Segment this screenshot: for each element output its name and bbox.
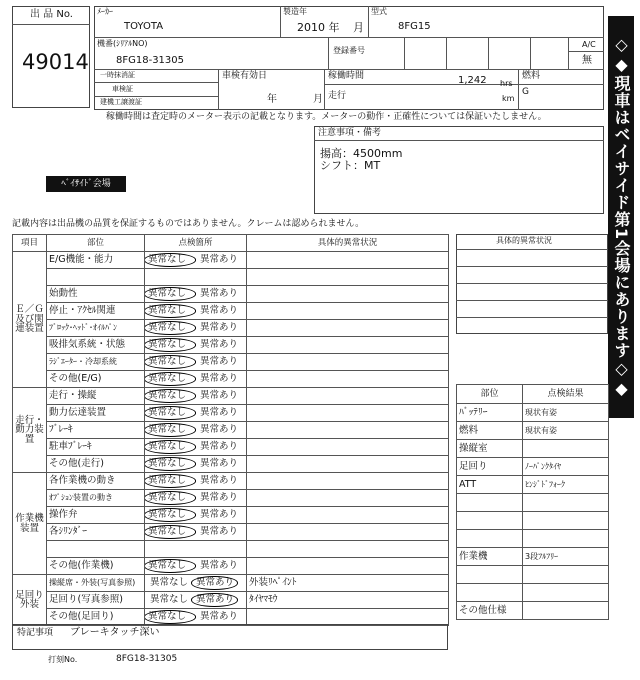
check-cell: [145, 456, 247, 473]
table-row: [13, 388, 449, 405]
detail-cell: [247, 558, 449, 575]
detail-cell: [247, 473, 449, 490]
normal-option: 異常なし: [145, 338, 197, 352]
model-label: 型式: [371, 7, 387, 16]
table-row: [13, 592, 449, 609]
serial-value: 8FG18-31305: [116, 55, 185, 66]
result-part-cell: その他仕様: [457, 602, 523, 620]
table-row: [13, 507, 449, 524]
result-part-cell: [457, 494, 523, 512]
results-table: [456, 384, 609, 620]
abnormal-option: 異常あり: [200, 305, 239, 317]
part-cell: 停止・ｱｸｾﾙ関連: [47, 303, 145, 320]
table-row: [13, 269, 449, 286]
results-row: [457, 566, 609, 584]
part-cell: 吸排気系統・状態: [47, 337, 145, 354]
part-cell: 操縦席・外装(写真参照): [47, 575, 145, 592]
check-cell: [145, 303, 247, 320]
result-value-cell: [523, 566, 609, 584]
section-label: 作業機装置: [13, 473, 47, 575]
detail-cell: [247, 286, 449, 303]
special-notes-value: ブレーキタッチ深い: [70, 627, 160, 638]
check-cell: [145, 507, 247, 524]
normal-option: 異常なし: [145, 508, 197, 522]
detail-cell: [247, 337, 449, 354]
detail-cell: ﾀｲﾔﾏﾓｳ: [247, 592, 449, 609]
part-cell: ﾗｼﾞｴｰﾀｰ・冷却系統: [47, 354, 145, 371]
maker-label: ﾒｰｶｰ: [97, 7, 113, 16]
detail-cell: [247, 303, 449, 320]
normal-option: 異常なし: [145, 287, 197, 301]
table-row: [13, 473, 449, 490]
normal-option: 異常なし: [150, 594, 189, 606]
table-row: [13, 405, 449, 422]
check-cell: [145, 354, 247, 371]
normal-option: 異常なし: [150, 577, 189, 589]
result-value-cell: ﾋﾝｼﾞﾄﾞﾌｫｰｸ: [523, 476, 609, 494]
result-part-cell: [457, 512, 523, 530]
results-header-row: [457, 385, 609, 404]
normal-option: 異常なし: [145, 253, 197, 267]
abnormal-option: 異常あり: [200, 373, 239, 385]
table-row: [13, 303, 449, 320]
registration-label: 登録番号: [333, 46, 365, 55]
check-cell: [145, 558, 247, 575]
part-cell: 操作弁: [47, 507, 145, 524]
normal-option: 異常なし: [145, 474, 197, 488]
table-row: [13, 286, 449, 303]
abnormal-option: 異常あり: [200, 526, 239, 538]
abnormal-option: 異常あり: [200, 407, 239, 419]
abnormal-option: 異常あり: [200, 288, 239, 300]
stamp-label: 打刻No.: [48, 655, 78, 664]
result-value-cell: ﾉｰﾊﾟﾝｸﾀｲﾔ: [523, 458, 609, 476]
header-part: 部位: [47, 235, 145, 252]
results-row: [457, 512, 609, 530]
abnormal-option: 異常あり: [200, 254, 239, 266]
table-row: [13, 422, 449, 439]
part-cell: [47, 541, 145, 558]
detail-cell: [247, 252, 449, 269]
table-row: [13, 354, 449, 371]
abnormal-option: 異常あり: [200, 390, 239, 402]
normal-option: 異常なし: [145, 389, 197, 403]
part-cell: 各ｼﾘﾝﾀﾞｰ: [47, 524, 145, 541]
abnormal-option: 異常あり: [200, 322, 239, 334]
table-row: [13, 558, 449, 575]
result-value-cell: [523, 494, 609, 512]
detail-cell: [247, 354, 449, 371]
table-row: [13, 456, 449, 473]
abnormal-option: 異常あり: [191, 593, 238, 607]
check-cell: [145, 320, 247, 337]
part-cell: 始動性: [47, 286, 145, 303]
results-row: [457, 422, 609, 440]
result-value-cell: [523, 530, 609, 548]
abnormal-option: 異常あり: [191, 576, 238, 590]
normal-option: 異常なし: [145, 304, 197, 318]
abnormal-option: 異常あり: [200, 509, 239, 521]
check-cell: [145, 286, 247, 303]
mileage-unit: km: [502, 94, 515, 103]
side-banner: ◇◆現車はベイサイド第1会場にあります◇◆: [608, 16, 634, 418]
check-cell: [145, 337, 247, 354]
table-row: [13, 439, 449, 456]
ac-label: A/C: [582, 40, 596, 49]
inspection-month-unit: 月: [313, 94, 323, 105]
part-cell: [47, 269, 145, 286]
fuel-value: G: [522, 87, 529, 97]
table-row: [13, 524, 449, 541]
inspection-year-unit: 年: [267, 94, 277, 105]
detail-cell: [247, 422, 449, 439]
table-row: [13, 575, 449, 592]
check-cell: [145, 592, 247, 609]
detail-cell: [247, 269, 449, 286]
table-row: [13, 541, 449, 558]
detail-cell: [247, 388, 449, 405]
part-cell: その他(走行): [47, 456, 145, 473]
results-row: [457, 494, 609, 512]
result-part-cell: ﾊﾞｯﾃﾘｰ: [457, 404, 523, 422]
section-label: Ｅ／Ｇ及び関連装置: [13, 252, 47, 388]
part-cell: その他(E/G): [47, 371, 145, 388]
detail-cell: [247, 541, 449, 558]
ac-value: 無: [582, 55, 592, 66]
header-check: 点検箇所: [145, 235, 247, 252]
hours-label: 稼働時間: [328, 71, 365, 81]
hours-value: 1,242: [458, 75, 487, 86]
table-row: [13, 371, 449, 388]
check-cell: [145, 473, 247, 490]
lot-number: 49014: [22, 50, 89, 74]
part-cell: ﾌﾞﾚｰｷ: [47, 422, 145, 439]
lot-number-label: 出 品 No.: [30, 9, 73, 20]
part-cell: その他(作業機): [47, 558, 145, 575]
part-cell: ｵﾌﾟｼｮﾝ装置の動き: [47, 490, 145, 507]
result-part-cell: [457, 566, 523, 584]
detail-cell: [247, 456, 449, 473]
section-label: 足回り外装: [13, 575, 47, 626]
completion-label: 建機工譲渡証: [100, 98, 142, 106]
inspection-valid-label: 車検有効日: [222, 71, 268, 81]
year-label: 製造年: [283, 7, 307, 16]
abnormal-option: 異常あり: [200, 611, 239, 623]
venue-badge: ﾍﾞｲｻｲﾄﾞ会場: [46, 176, 126, 192]
header-detail: 具体的異常状況: [247, 235, 449, 252]
detail-cell: [247, 320, 449, 337]
detail-cell: [247, 371, 449, 388]
part-cell: 足回り(写真参照): [47, 592, 145, 609]
table-row: [13, 337, 449, 354]
serial-label: 機番(ｼﾘｱﾙNO): [97, 39, 148, 48]
part-cell: 各作業機の動き: [47, 473, 145, 490]
check-cell: [145, 575, 247, 592]
results-row: [457, 440, 609, 458]
abnormal-option: 異常あり: [200, 560, 239, 572]
part-cell: E/G機能・能力: [47, 252, 145, 269]
result-part-cell: ATT: [457, 476, 523, 494]
table-row: [13, 490, 449, 507]
check-cell: [145, 252, 247, 269]
result-value-cell: 現状有姿: [523, 404, 609, 422]
results-row: [457, 602, 609, 620]
check-cell: [145, 422, 247, 439]
result-part-cell: [457, 584, 523, 602]
abnormal-option: 異常あり: [200, 458, 239, 470]
result-part-cell: [457, 530, 523, 548]
normal-option: 異常なし: [145, 406, 197, 420]
check-cell: [145, 541, 247, 558]
result-value-cell: [523, 584, 609, 602]
normal-option: 異常なし: [145, 372, 197, 386]
notes-line-2: シフト：MT: [320, 159, 381, 172]
model-value: 8FG15: [398, 21, 431, 32]
check-cell: [145, 371, 247, 388]
results-row: [457, 458, 609, 476]
normal-option: 異常なし: [145, 440, 197, 454]
results-row: [457, 404, 609, 422]
special-notes-label: 特記事項: [17, 628, 54, 638]
abnormal-option: 異常あり: [200, 492, 239, 504]
check-cell: [145, 388, 247, 405]
detail-cell: [247, 609, 449, 626]
check-cell: [145, 269, 247, 286]
notes-label: 注意事項・備考: [318, 128, 382, 138]
results-row: [457, 584, 609, 602]
detail-cell: [247, 524, 449, 541]
stamp-value: 8FG18-31305: [116, 654, 178, 664]
rental-label: 一時抹消証: [100, 71, 135, 79]
normal-option: 異常なし: [145, 525, 197, 539]
abnormal-option: 異常あり: [200, 356, 239, 368]
header-item: 項目: [13, 235, 47, 252]
result-part-cell: 燃料: [457, 422, 523, 440]
detail-cell: 外装ﾘﾍﾟｲﾝﾄ: [247, 575, 449, 592]
part-cell: ﾌﾞﾛｯｸ･ﾍｯﾄﾞ･ｵｲﾙﾊﾟﾝ: [47, 320, 145, 337]
abnormal-option: 異常あり: [200, 424, 239, 436]
section-label: 走行・動力装置: [13, 388, 47, 473]
result-part-cell: 作業機: [457, 548, 523, 566]
month-unit: 月: [353, 21, 364, 34]
results-header-part: 部位: [457, 385, 523, 404]
mileage-label: 走行: [328, 91, 347, 101]
detail-cell: [247, 439, 449, 456]
results-row: [457, 530, 609, 548]
check-cell: [145, 609, 247, 626]
result-part-cell: 足回り: [457, 458, 523, 476]
result-value-cell: 現状有姿: [523, 422, 609, 440]
table-header-row: [13, 235, 449, 252]
abnormal-option: 異常あり: [200, 441, 239, 453]
abnormal-option: 異常あり: [200, 475, 239, 487]
right-detail-header: 具体的異常状況: [496, 236, 552, 245]
part-cell: 駐車ﾌﾞﾚｰｷ: [47, 439, 145, 456]
inspection-cert-label: 車検証: [112, 85, 133, 93]
results-row: [457, 476, 609, 494]
check-cell: [145, 439, 247, 456]
part-cell: その他(足回り): [47, 609, 145, 626]
result-value-cell: [523, 512, 609, 530]
normal-option: 異常なし: [145, 457, 197, 471]
detail-cell: [247, 405, 449, 422]
normal-option: 異常なし: [145, 321, 197, 335]
abnormal-option: 異常あり: [200, 339, 239, 351]
part-cell: 動力伝達装置: [47, 405, 145, 422]
result-value-cell: [523, 440, 609, 458]
result-value-cell: 3段ﾌﾙﾌﾘｰ: [523, 548, 609, 566]
table-row: [13, 609, 449, 626]
result-value-cell: [523, 602, 609, 620]
table-row: [13, 252, 449, 269]
normal-option: 異常なし: [145, 559, 197, 573]
check-cell: [145, 524, 247, 541]
results-row: [457, 548, 609, 566]
table-row: [13, 320, 449, 337]
inspection-table: [12, 234, 449, 626]
normal-option: 異常なし: [145, 355, 197, 369]
check-cell: [145, 490, 247, 507]
results-header-result: 点検結果: [523, 385, 609, 404]
normal-option: 異常なし: [145, 610, 197, 624]
detail-cell: [247, 490, 449, 507]
notes-line-1: 揚高：4500mm: [320, 147, 403, 160]
fuel-label: 燃料: [522, 71, 541, 81]
normal-option: 異常なし: [145, 491, 197, 505]
maker-value: TOYOTA: [124, 21, 164, 32]
quality-disclaimer: 記載内容は出品機の品質を保証するものではありません。クレームは認められません。: [12, 219, 365, 229]
normal-option: 異常なし: [145, 423, 197, 437]
hours-disclaimer: 稼働時間は査定時のメーター表示の記載となります。メーターの動作・正確性については保証いたしません。: [106, 112, 547, 122]
year-value: 2010 年: [297, 21, 340, 34]
detail-cell: [247, 507, 449, 524]
part-cell: 走行・操縦: [47, 388, 145, 405]
check-cell: [145, 405, 247, 422]
hours-unit: hrs: [500, 79, 513, 88]
result-part-cell: 操縦室: [457, 440, 523, 458]
